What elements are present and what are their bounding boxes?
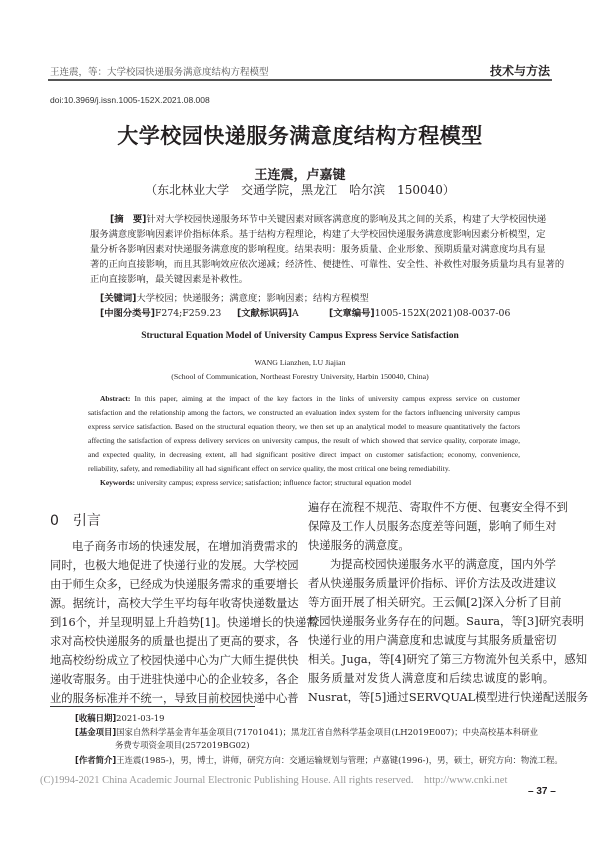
doc-code-label: [文献标识码] <box>237 308 292 319</box>
abstract-text: 针对大学校园快递服务环节中关键因素对顾客满意度的影响及其之间的关系，构建了大学校园快递 <box>146 214 547 225</box>
body-line: 快递行业的用户满意度和忠诚度与其服务质量密切 <box>308 634 557 647</box>
abstract-line: affecting the satisfaction of express delivery services on university campus, the result of which showed that service quality, corporate image, <box>88 436 520 445</box>
abstract-line: 著的正向直接影响，而且其影响效应依次递减；经济性、便捷性、可靠性、安全性、补救性对服务质量均具有显著的 <box>90 259 565 270</box>
keywords-label: [关键词] <box>100 293 137 304</box>
abstract-line <box>110 211 547 225</box>
abstract-label: [摘 要] <box>110 214 147 225</box>
body-line: 服务质量对发货人满意度和后续忠诚度的影响。 <box>308 672 554 685</box>
footnote-rule <box>50 706 255 707</box>
affiliation: （东北林业大学 交通学院，黑龙江 哈尔滨 150040） <box>145 183 455 197</box>
fund <box>75 726 538 738</box>
body-line: 快递服务的满意度。 <box>308 539 410 552</box>
keywords-text: 大学校园；快递服务；满意度；影响因素；结构方程模型 <box>136 293 369 304</box>
keywords-en-text: university campus; express service; satisfaction; influence factor; structural equation model <box>136 478 412 487</box>
body-line: 遍存在流程不规范、寄取件不方便、包裹安全得不到 <box>308 501 568 514</box>
fund-text: 国家自然科学基金青年基金项目(71701041)；黑龙江省自然科学基金项目(LH2019E007)；中央高校基本科研业 <box>116 727 539 737</box>
author-bio-text: 王连震(1985-)，男，博士，讲师，研究方向：交通运输规划与管理；卢嘉键(1996-)，男，硕士，研究方向：物流工程。 <box>116 755 563 765</box>
paper-title: 大学校园快递服务满意度结构方程模型 <box>117 124 483 148</box>
body-line: 业的服务标准并不统一，导致目前校园快递中心普 <box>50 692 299 705</box>
body-line: 者从快递服务质量评价指标、评价方法及改进建议 <box>308 577 557 590</box>
fund-continued: 务费专项资金项目(2572019BG02) <box>115 740 250 750</box>
author-bio <box>75 754 563 766</box>
copyright-watermark: (C)1994-2021 China Academic Journal Electronic Publishing House. All rights reserved. http://www.cnki.net <box>40 775 508 786</box>
abstract-line: 量分析各影响因素对快递服务满意度的影响程度。结果表明：服务质量、企业形象、预期质量对满意度均具有显 <box>90 244 546 255</box>
body-line: 到16个，并呈现明显上升趋势[1]。快递增长的快递需 <box>50 616 318 629</box>
body-line: 求对高校快递服务的质量也提出了更高的要求，各 <box>50 635 299 648</box>
journal-section: 技术与方法 <box>489 64 550 78</box>
page-number: – 37 – <box>528 786 556 797</box>
body-line: Nusrat，等[5]通过SERVQUAL模型进行快递配送服务 <box>308 691 589 704</box>
doc-code-value: A <box>291 308 299 319</box>
abstract-line: express service satisfaction. Based on the structural equation theory, we then set up an analytical model to measure quantitatively the factors <box>88 422 520 431</box>
body-line: 递收寄服务。由于进驻快递中心的企业较多，各企 <box>50 673 299 686</box>
received-value: 2021-03-19 <box>116 713 165 723</box>
english-school: (School of Communication, Northeast Forestry University, Harbin 150040, China) <box>171 372 429 381</box>
abstract-line: 正向直接影响，最关键因素是补救性。 <box>90 274 249 285</box>
body-line: 由于师生众多，已经成为快递服务需求的重要增长 <box>50 578 299 591</box>
keywords-en-label: Keywords: <box>100 478 135 487</box>
running-title: 王连震，等：大学校园快递服务满意度结构方程模型 <box>50 67 269 78</box>
abstract-line: satisfaction and the relationship among the factors, we constructed an evaluation index system for the factors influencing university campus <box>88 408 520 417</box>
abstract-line <box>100 394 520 403</box>
abstract-line: 服务满意度影响因素评价指标体系。基于结构方程理论，构建了大学校园快递服务满意度影响因素分析模型，定 <box>90 229 546 240</box>
abstract-text: In this paper, aiming at the impact of the key factors in the links of university campus express service on customer <box>134 394 521 403</box>
body-line: 源。据统计，高校大学生平均每年收寄快递数量达 <box>50 597 299 610</box>
received-label: [收稿日期] <box>75 713 117 723</box>
section-heading: 0 引言 <box>50 513 101 529</box>
body-line: 相关。Juga，等[4]研究了第三方物流外包关系中，感知 <box>308 653 588 666</box>
keywords-zh <box>100 290 369 304</box>
fund-label: [基金项目] <box>75 727 117 737</box>
clc <box>100 305 221 319</box>
keywords-en <box>100 478 532 487</box>
author-bio-label: [作者简介] <box>75 755 117 765</box>
doc-code <box>237 305 299 319</box>
authors: 王连震，卢嘉键 <box>254 168 346 183</box>
header-rule <box>48 79 552 81</box>
body-line: 同时，也极大地促进了快递行业的发展。大学校园 <box>50 559 299 572</box>
received-date <box>75 712 164 724</box>
body-line: 等方面开展了相关研究。王云佩[2]深入分析了目前 <box>308 596 562 609</box>
article-no-label: [文章编号] <box>329 308 375 319</box>
doi: doi:10.3969/j.issn.1005-152X.2021.08.008 <box>50 95 210 105</box>
article-no-value: 1005-152X(2021)08-0037-06 <box>374 308 511 319</box>
clc-value: F274;F259.23 <box>154 308 222 319</box>
body-line: 地高校纷纷成立了校园快递中心为广大师生提供快 <box>50 654 299 667</box>
body-line: 为提高校园快递服务水平的满意度，国内外学 <box>330 558 556 571</box>
body-line: 校园快递服务业务存在的问题。Saura，等[3]研究表明 <box>308 615 584 628</box>
body-line: 电子商务市场的快速发展，在增加消费需求的 <box>72 540 298 553</box>
clc-label: [中图分类号] <box>100 308 155 319</box>
abstract-line: reliability, safety, and remediability all had significant effect on service quality, the most critical one being remediability. <box>88 464 450 473</box>
article-no <box>329 305 510 319</box>
english-title: Structural Equation Model of University Campus Express Service Satisfaction <box>141 331 459 341</box>
abstract-en-label: Abstract: <box>100 394 131 403</box>
english-authors: WANG Lianzhen, LU Jiajian <box>254 358 346 367</box>
body-line: 保障及工作人员服务态度差等问题，影响了师生对 <box>308 520 557 533</box>
abstract-line: and expected quality, in decreasing extent, all had significant positive direct impact on customer satisfaction; economy, convenience, <box>88 450 520 459</box>
